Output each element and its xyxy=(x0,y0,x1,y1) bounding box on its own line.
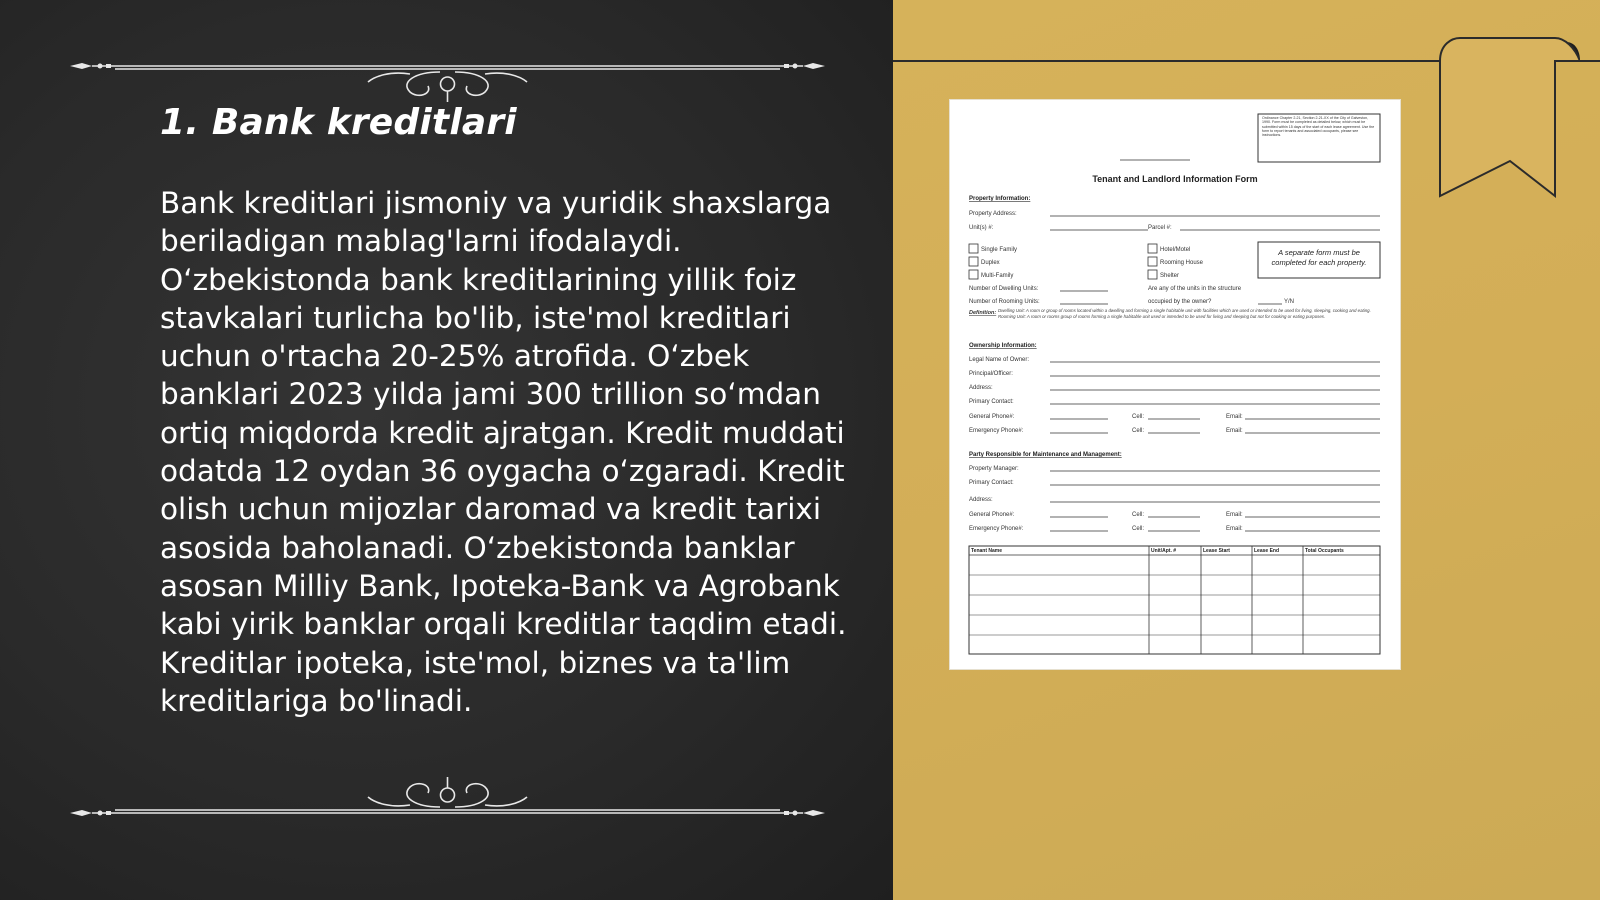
table-header-tenant-name: Tenant Name xyxy=(971,548,1003,554)
form-label-owner-emergency-phone: Emergency Phone#: xyxy=(969,428,1024,434)
form-label-manager-primary-contact: Primary Contact: xyxy=(969,480,1014,486)
form-label-occupied-q1: Are any of the units in the structure xyxy=(1148,286,1242,292)
form-label-units: Unit(s) #: xyxy=(969,225,994,231)
table-header-unit: Unit/Apt. # xyxy=(1151,548,1176,554)
form-label-manager-emergency-email: Email: xyxy=(1226,526,1243,532)
form-definition-text: Dwelling Unit: A room or group of rooms located within a dwelling and forming a single habitable unit with facilities which are used or intended to be used for living, sleeping, cooking and eating. Rooming Unit: A room or rooms group of rooms forming a single habitable unit used or intended to be used for living and sleeping but not for cooking or eating purposes. xyxy=(998,308,1371,319)
form-label-principal: Principal/Officer: xyxy=(969,371,1013,377)
form-label-rooming-units: Number of Rooming Units: xyxy=(969,299,1040,305)
slide-body-text: Bank kreditlari jismoniy va yuridik shaxslarga beriladigan mablag'larni ifodalaydi. O‘zbekistonda bank kreditlarining yillik foiz stavkalari turlicha bo'lib, iste'mol kreditlari uchun o'rtacha 20-25% atrofida. O‘zbek banklari 2023 yilda jami 300 trillion so‘mdan ortiq miqdorda kredit ajratgan. Kredit muddati odatda 12 oydan 36 oygacha o‘zgaradi. Kredit olish uchun mijozlar daromad va kredit tarixi asosida baholanadi. O‘zbekistonda banklar asosan Milliy Bank, Ipoteka-Bank va Agrobank kabi yirik banklar orqali kreditlar taqdim etadi. Kreditlar ipoteka, iste'mol, biznes va ta'lim kreditlariga bo'linadi. xyxy=(160,186,847,718)
form-label-legal-name: Legal Name of Owner: xyxy=(969,357,1030,363)
form-label-owner-emergency-cell: Cell: xyxy=(1132,428,1145,434)
form-label-owner-email: Email: xyxy=(1226,414,1243,420)
form-label-dwelling-units: Number of Dwelling Units: xyxy=(969,286,1039,292)
table-header-lease-start: Lease Start xyxy=(1203,548,1230,554)
bottom-ornament xyxy=(70,775,825,825)
form-definition-label: Definition: xyxy=(969,310,997,316)
form-label-manager-general-phone: General Phone#: xyxy=(969,512,1015,518)
form-label-owner-general-phone: General Phone#: xyxy=(969,414,1015,420)
form-label-owner-cell: Cell: xyxy=(1132,414,1145,420)
form-checkbox-shelter: Shelter xyxy=(1160,273,1180,279)
form-label-owner-address: Address: xyxy=(969,385,993,391)
form-checkbox-multi-family: Multi-Family xyxy=(981,273,1014,279)
form-checkbox-duplex: Duplex xyxy=(981,260,1000,266)
form-label-manager-emergency-phone: Emergency Phone#: xyxy=(969,526,1024,532)
form-label-manager-emergency-cell: Cell: xyxy=(1132,526,1145,532)
form-checkbox-hotel-motel: Hotel/Motel xyxy=(1160,247,1191,253)
slide-title: 1. Bank kreditlari xyxy=(160,102,517,143)
form-label-owner-emergency-email: Email: xyxy=(1226,428,1243,434)
tenant-landlord-form-image xyxy=(950,100,1400,669)
form-checkbox-rooming-house: Rooming House xyxy=(1160,260,1204,266)
form-label-manager-cell: Cell: xyxy=(1132,512,1145,518)
table-header-lease-end: Lease End xyxy=(1254,548,1280,554)
form-label-manager-email: Email: xyxy=(1226,512,1243,518)
form-header-note: Ordinance Chapter 2-21, Section 2-21-XX of the City of Galveston, 1990. Form must be completed as detailed below, which must be submitted within 15 days of the start of each lease agreement. Use the form to report tenants and associated occupants, please see instructions. xyxy=(1262,116,1375,138)
form-section-responsible: Party Responsible for Maintenance and Management: xyxy=(969,452,1122,458)
form-section-ownership: Ownership Information: xyxy=(969,343,1037,349)
form-label-manager-address: Address: xyxy=(969,497,993,503)
form-label-property-manager: Property Manager: xyxy=(969,466,1019,472)
form-label-owner-primary-contact: Primary Contact: xyxy=(969,399,1014,405)
form-title: Tenant and Landlord Information Form xyxy=(1092,174,1258,184)
table-header-total-occupants: Total Occupants xyxy=(1305,548,1344,554)
form-label-parcel: Parcel #: xyxy=(1148,225,1172,231)
form-section-property: Property Information: xyxy=(969,196,1031,202)
form-checkbox-single-family: Single Family xyxy=(981,247,1018,253)
form-label-yn: Y/N xyxy=(1284,299,1295,305)
tenant-table xyxy=(969,546,1380,654)
form-label-property-address: Property Address: xyxy=(969,211,1017,217)
form-separate-note: A separate form must be completed for each property. xyxy=(1271,248,1367,267)
form-label-occupied-q2: occupied by the owner? xyxy=(1148,299,1212,305)
bookmark-icon xyxy=(1430,36,1580,201)
top-ornament xyxy=(70,54,825,104)
